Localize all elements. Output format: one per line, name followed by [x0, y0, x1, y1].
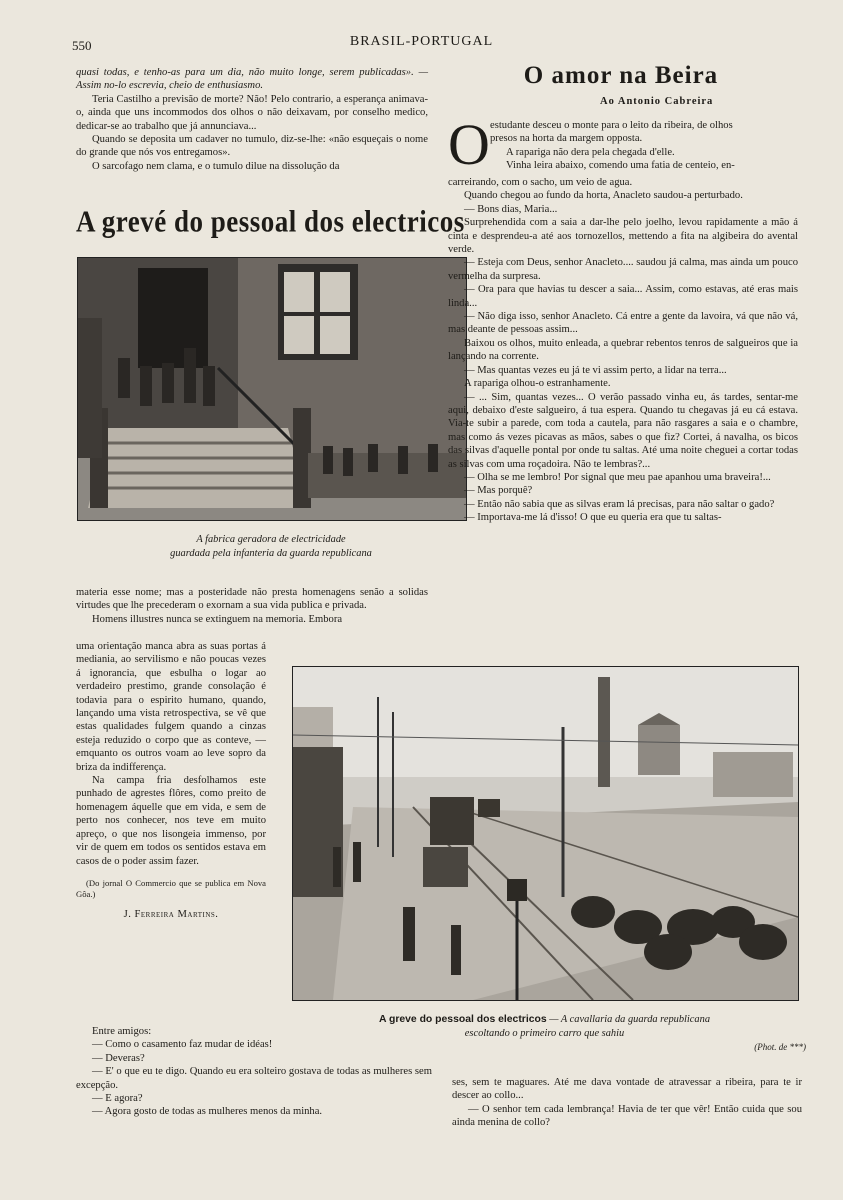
text-line: — E' o que eu te digo. Quando eu era solteiro gostava de todas as mulheres sem excepção. — [76, 1066, 432, 1091]
source-note: (Do jornal O Commercio que se publica em Nova Gôa.) — [76, 877, 266, 899]
paragraph: — O senhor tem cada lembrança! Havia de ter que vêr! Então cuida que sou ainda menina de collo? — [452, 1103, 802, 1129]
left-column-middle — [76, 586, 428, 626]
cavalry-photo-illustration — [293, 667, 798, 1000]
text-line: — E agora? — [92, 1093, 143, 1105]
caption-line: A fabrica geradora de electricidade — [196, 534, 346, 545]
text-line: A rapariga não dera pela chegada d'elle. — [506, 146, 675, 158]
paragraph: Surprehendida com a saia a dar-lhe pelo joelho, levou rapidamente a mão á cinta e desprendeu-a até aos tornozellos, mettendo a fita na algibeira do avental verde. — [448, 217, 798, 256]
right-column-first-lines — [490, 119, 798, 173]
paragraph: Homens illustres nunca se extinguem na memoria. Embora — [92, 613, 343, 625]
factory-photo — [77, 257, 467, 521]
text-line: — Agora gosto de todas as mulheres menos da minha. — [92, 1106, 323, 1118]
drop-cap: O — [448, 112, 490, 177]
paragraph: — Mas quantas vezes eu já te vi assim perto, a lidar na terra... — [464, 364, 727, 376]
text-line: Vinha leira abaixo, comendo uma fatia de centeio, en- — [506, 160, 735, 172]
paragraph: — Então não sabia que as silvas eram lá precisas, para não saltar o gado? — [464, 498, 775, 510]
caption-bold: A greve do pessoal dos electricos — [378, 1014, 547, 1025]
main-headline: A grevé do pessoal dos electricos — [76, 203, 465, 239]
text-line: estudante desceu o monte para o leito da ribeira, de olhos — [490, 120, 733, 131]
paragraph: — Importava-me lá d'isso! O que eu queria era que tu saltas- — [464, 512, 722, 524]
factory-photo-illustration — [78, 258, 466, 520]
paragraph: Teria Castilho a previsão de morte? Não! Pelo contrario, a esperança animava-o, ainda que uns incommodos dos olhos o não deixavam, por conselho medico, dedicar-se ao trabalho que já annunciava... — [76, 93, 428, 132]
caption-line: guardada pela infanteria da guarda republicana — [170, 548, 372, 559]
factory-photo-caption — [77, 533, 465, 561]
paragraph: Na campa fria desfolhamos este punhado de agrestes flôres, como preito de homenagem áquelle que em vida, e sem de perto nos conhecer, nos teve em muito apreço, o que nos lisongeia immenso, por vir de quem em todos os sentidos estava em casos de o poder assim fazer. — [76, 775, 266, 867]
paragraph: quasi todas, e tenho-as para um dia, não muito longe, serem publicadas». — Assim no-lo escrevia, cheio de enthusiasmo. — [76, 67, 428, 92]
paragraph: Quando chegou ao fundo da horta, Anacleto saudou-a perturbado. — [464, 190, 743, 202]
paragraph: — Mas porquê? — [464, 485, 533, 497]
paragraph: carreirando, com o sacho, um veio de agua. — [448, 177, 633, 188]
text-line: Entre amigos: — [92, 1026, 152, 1037]
paragraph: Quando se deposita um cadaver no tumulo, diz-se-lhe: «não esqueçais o nome do grande que nós vos entregamos». — [76, 134, 428, 159]
paragraph: — Não diga isso, senhor Anacleto. Cá entre a gente da lavoira, vá que não vá, mas deante de pessoas assim... — [448, 311, 798, 336]
running-title: BRASIL-PORTUGAL — [349, 34, 494, 49]
paragraph: O sarcofago nem clama, e o tumulo dilue na dissolução da — [92, 160, 340, 172]
story-title: O amor na Beira — [523, 62, 719, 89]
page-number: 550 — [72, 38, 92, 53]
text-line: — Deveras? — [92, 1052, 145, 1064]
text-line: — Como o casamento faz mudar de idéas! — [92, 1039, 273, 1051]
caption-line: escoltando o primeiro carro que sahiu — [464, 1028, 625, 1039]
text-line: presos na horta da margem opposta. — [490, 133, 643, 145]
paragraph: materia esse nome; mas a posteridade não presta homenagens senão a solidas virtudes que lhe precederam o exornam a sua vida publica e privada. — [76, 587, 428, 612]
paragraph: — Esteja com Deus, senhor Anacleto.... saudou já calma, mas ainda um pouco vermelha da surpresa. — [448, 257, 798, 282]
story-dedication: Ao Antonio Cabreira — [600, 96, 714, 107]
paragraph: — Ora para que havias tu descer a saia... Assim, como estavas, até eras mais linda... — [448, 284, 798, 309]
paragraph: Baixou os olhos, muito enleada, a quebrar rebentos tenros de salgueiros que ia lançando na corrente. — [448, 337, 798, 363]
cavalry-photo — [292, 666, 799, 1001]
left-column-top — [76, 66, 428, 173]
right-column — [448, 176, 798, 525]
paragraph: A rapariga olhou-o estranhamente. — [464, 378, 611, 390]
left-column-narrow — [76, 640, 266, 921]
photo-credit: (Phot. de ***) — [754, 1042, 806, 1052]
bottom-right-continuation — [452, 1076, 802, 1130]
paragraph: — Bons dias, Maria... — [464, 203, 558, 215]
paragraph: — Olha se me lembro! Por signal que meu pae apanhou uma braveira!... — [464, 471, 771, 483]
paragraph: uma orientação manca abra as suas portas á mediania, ao servilismo e não poucas vezes á ignorancia, que esbulha o logar ao verdadeiro prestimo, grande consolação é todavia para o espirito humano, quando, lançando uma vista retrospectiva, se vê que estas qualidades fulgem quando a cinzas esteja reduzido o corpo que as conteve, — emquanto os outros voam ao leve sopro da briza da indifferença. — [76, 641, 266, 773]
caption-text: — A cavallaria da guarda republicana — [549, 1014, 711, 1025]
paragraph: ses, sem te maguares. Até me dava vontade de atravessar a ribeira, para te ir descer ao collo... — [452, 1077, 802, 1102]
bottom-left-anecdote — [76, 1025, 432, 1119]
signature: J. Ferreira Martins. — [123, 908, 219, 920]
paragraph: — ... Sim, quantas vezes... O verão passado vinha eu, ás tardes, sentar-me aqui, debaixo d'este salgueiro, á tua espera. Quando tu chegavas já eu cá estava. Via-te subir a parede, com toda a cautela, para não rasgares a saia e o chambre, mas como ás vezes picavas as mãos, sabes o que fiz? Cortei, á navalha, os bicos das silvas d'aquelle pontal por onde tu saltas. Até uma noite cheguei a cortar todas as silvas com uma roçadoira. Não te lembras?... — [448, 391, 798, 470]
